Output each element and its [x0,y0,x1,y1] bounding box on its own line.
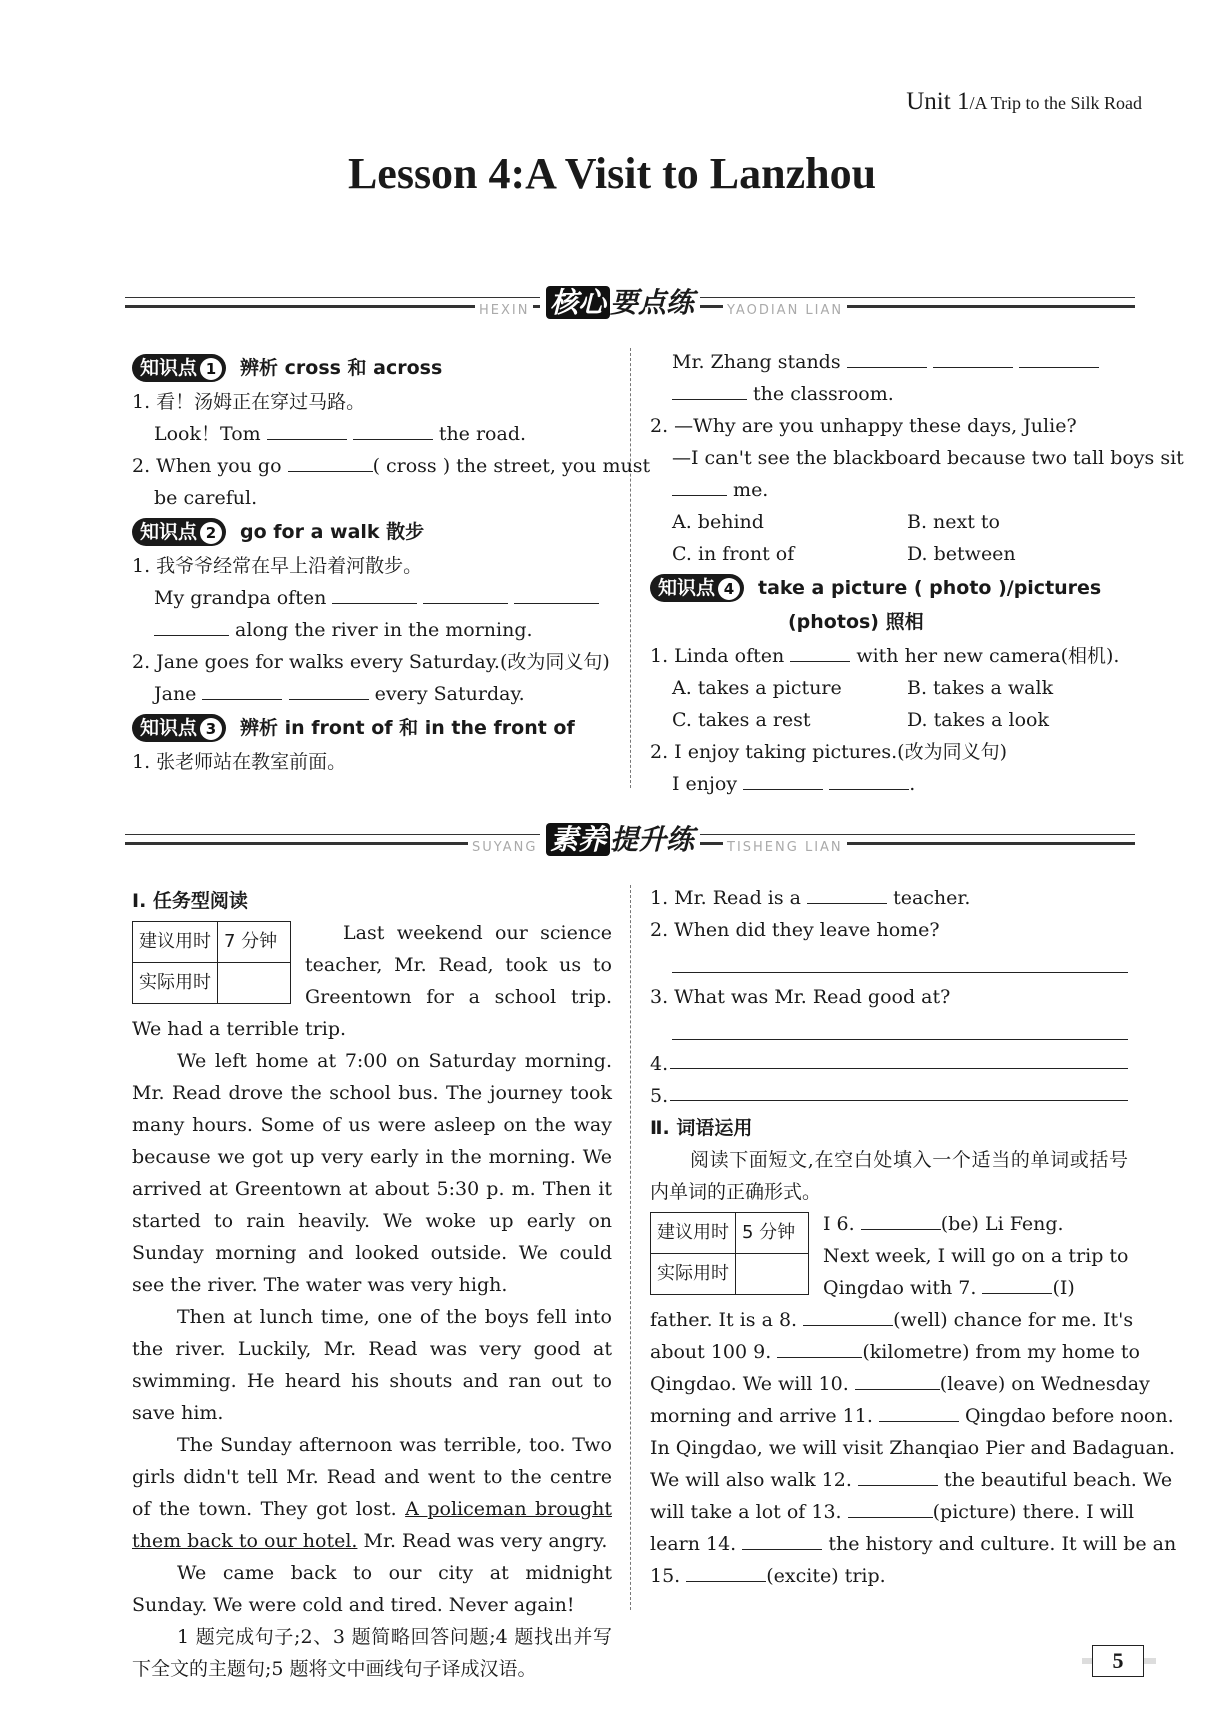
question-text: 2. Jane goes for walks every Saturday.(改为同义句) [132,651,610,673]
blank[interactable] [861,1209,941,1230]
reading-instructions: 1 题完成句子;2、3 题简略回答问题;4 题找出并写下全文的主题句;5 题将文中画线句子译成汉语。 [132,1626,612,1680]
blank[interactable] [879,1401,959,1422]
unit-subtitle: /A Trip to the Silk Road [969,93,1142,113]
blank[interactable] [855,1369,940,1390]
column-divider [630,348,631,788]
question-text: 2. I enjoy taking pictures.(改为同义句) [650,741,1007,763]
time-table [650,1212,809,1295]
column-divider [630,885,631,1610]
blank[interactable] [847,347,927,368]
blank[interactable] [803,1305,893,1326]
band-title [540,283,700,323]
band-title-b: 要点练 [610,286,695,319]
passage-line: Next week, I will go on a trip to [823,1245,1129,1267]
band-en-right: YAODIAN LIAN [723,303,847,318]
answer-line[interactable] [670,1048,1128,1069]
blank[interactable] [672,475,727,496]
core-right-column: Mr. Zhang stands the classroom. 2. —Why are you unhappy these days, Julie? —I can't see the blackboard because two tall boys sit me. A. behind B. next to C. in front of D. between 知识点 4 take a picture ( photo )/pictures (photos) 照相 1. Linda often with her new camera(相机). A. takes a picture B. takes a walk C. takes a rest D. takes a look 2. I enjoy taking pictures.(改为同义句) I enjoy . [650,346,1140,800]
question-text: 1. 我爷爷经常在早上沿着河散步。 [132,555,423,577]
actual-time-cell[interactable] [218,963,291,1004]
kp-tag: 知识点 3 [132,714,226,742]
reading-paragraph: We left home at 7:00 on Saturday morning. Mr. Read drove the school bus. The journey took many hours. Some of us were asleep on the way because we got up very early in the morning. We arrived at Greentown at about 5:30 p. m. Then it started to rain heavily. We woke up early on Sunday morning and looked outside. We could see the river. The water was very high. [132,1050,612,1296]
option[interactable]: D. between [907,543,1016,565]
kp-title: 辨析 in front of 和 in the front of [240,717,575,739]
words-heading: Ⅱ. 词语运用 [650,1117,753,1139]
question-text: 1. 看！汤姆正在穿过马路。 [132,391,366,413]
blank[interactable] [332,583,417,604]
words-instructions: 阅读下面短文,在空白处填入一个适当的单词或括号内单词的正确形式。 [650,1149,1128,1203]
time-label: 建议用时 [133,922,218,963]
blank[interactable] [672,379,747,400]
time-label: 建议用时 [651,1213,736,1254]
blank[interactable] [423,583,508,604]
blank[interactable] [790,641,850,662]
band-title-a: 核心 [546,286,610,319]
question-text: 1. 张老师站在教室前面。 [132,751,347,773]
band-title [540,820,700,860]
answer-line[interactable] [672,1019,1128,1040]
time-label: 实际用时 [133,963,218,1004]
blank[interactable] [154,615,229,636]
blank[interactable] [807,883,887,904]
option[interactable]: C. takes a rest [672,709,811,731]
time-value: 7 分钟 [218,922,291,963]
blank[interactable] [743,769,823,790]
blank[interactable] [829,769,909,790]
band-en-left: SUYANG [468,840,541,855]
lesson-title: Lesson 4:A Visit to Lanzhou [347,149,877,198]
time-label: 实际用时 [651,1254,736,1295]
actual-time-cell[interactable] [736,1254,809,1295]
kp-tag: 知识点 1 [132,354,226,382]
band-en-left: HEXIN [475,303,533,318]
band-title-a: 素养 [546,823,610,856]
blank[interactable] [353,419,433,440]
blank[interactable] [742,1529,822,1550]
question-text: —I can't see the blackboard because two tall boys sit [672,447,1184,469]
section-band-core [125,283,1135,323]
kp-tag: 知识点 2 [132,518,226,546]
option[interactable]: B. takes a walk [907,677,1054,699]
knowledge-point-4 [650,572,1140,604]
blank[interactable] [289,679,369,700]
time-value: 5 分钟 [736,1213,809,1254]
underlined-sentence: A policeman brought them back to our hotel. [132,1498,612,1552]
question-text: 2. —Why are you unhappy these days, Julie? [650,415,1077,437]
band-title-b: 提升练 [610,823,695,856]
blank[interactable] [202,679,282,700]
knowledge-point-2 [132,516,612,548]
unit-label: Unit 1 [906,88,970,115]
page-number: 5 [1092,1645,1144,1677]
reading-column [132,885,612,1685]
option[interactable]: A. takes a picture [672,677,842,699]
core-left-column: 知识点 1 辨析 cross 和 across 1. 看！汤姆正在穿过马路。 Look！Tom the road. 2. When you go ( cross ) the street, you must be careful. 知识点 2 go for a walk 散步 1. 我爷爷经常在早上沿着河散步。 My grandpa often along the river in the morning. 2. Jane goes for walks every Saturday.(改为同义句) Jane every Saturday. 知识点 3 辨析 in front of 和 in the front of 1. 张老师站在教室前面。 [132,350,612,778]
option[interactable]: C. in front of [672,543,795,565]
passage-line: In Qingdao, we will visit Zhanqiao Pier and Badaguan. [650,1437,1176,1459]
blank[interactable] [686,1561,766,1582]
unit-header [906,88,1142,116]
knowledge-point-3 [132,712,612,744]
question-text: 2. When did they leave home? [650,919,940,941]
kp-tag: 知识点 4 [650,574,744,602]
blank[interactable] [514,583,599,604]
blank[interactable] [777,1337,862,1358]
question-text: 3. What was Mr. Read good at? [650,986,951,1008]
blank[interactable] [858,1465,938,1486]
blank[interactable] [848,1497,933,1518]
reading-heading: Ⅰ. 任务型阅读 [132,890,248,912]
kp-title-continued: (photos) 照相 [788,611,924,633]
blank[interactable] [288,451,373,472]
reading-paragraph: Last weekend our science teacher, Mr. Read, took us to Greentown for a school trip. We had a terrible trip. [132,922,612,1040]
option[interactable]: B. next to [907,511,1000,533]
kp-title: go for a walk 散步 [240,521,425,543]
reading-paragraph: The Sunday afternoon was terrible, too. Two girls didn't tell Mr. Read and went to the centre of the town. They got lost. A policeman brought them back to our hotel. Mr. Read was very angry. [132,1434,612,1552]
literacy-right-column: 1. Mr. Read is a teacher. 2. When did they leave home? 3. What was Mr. Read good at? 4. 5. Ⅱ. 词语运用 阅读下面短文,在空白处填入一个适当的单词或括号内单词的正确形式。 建议用时 5 分钟 实际用时 I 6. (be) Li Feng. Next week, I will go on a trip to Qingdao with 7. (I) father. It is a 8. (well) chance for me. It's about 100 9. (kilometre) from my home to Qingdao. We will 10. (leave) on Wednesday morning and arrive 11. Qingdao before noon. In Qingdao, we will visit Zhanqiao Pier and Badaguan. We will also walk 12. the beautiful beach. We will take a lot of 13. (picture) there. I will learn 14. the history and culture. It will be an 15. (excite) trip. [650,882,1128,1592]
answer-line[interactable] [670,1080,1128,1101]
answer-line[interactable] [672,952,1128,973]
time-table [132,921,291,1004]
blank[interactable] [1019,347,1099,368]
reading-paragraph: Then at lunch time, one of the boys fell into the river. Luckily, Mr. Read was very good at swimming. He heard his shouts and ran out to save him. [132,1306,612,1424]
option[interactable]: A. behind [672,511,764,533]
question-text: be careful. [154,487,258,509]
blank[interactable] [933,347,1013,368]
kp-title: 辨析 cross 和 across [240,357,443,379]
reading-paragraph: We came back to our city at midnight Sunday. We were cold and tired. Never again! [132,1562,612,1616]
blank[interactable] [982,1273,1052,1294]
kp-title: take a picture ( photo )/pictures [758,577,1102,599]
option[interactable]: D. takes a look [907,709,1049,731]
knowledge-point-1 [132,352,612,384]
band-en-right: TISHENG LIAN [723,840,847,855]
section-band-literacy [125,820,1135,860]
blank[interactable] [267,419,347,440]
